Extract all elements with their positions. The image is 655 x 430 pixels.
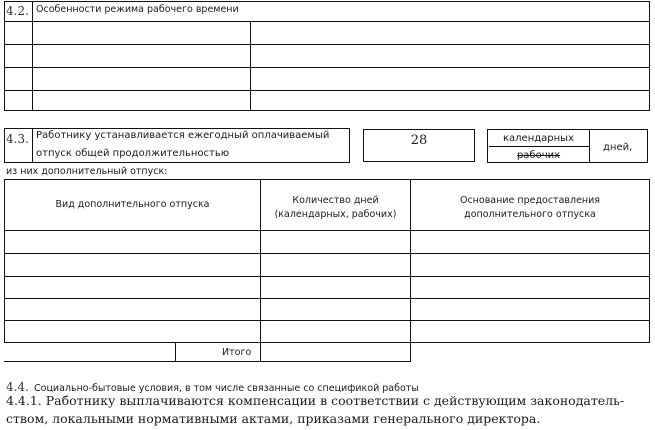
section-4-3-number: 4.3. <box>6 132 29 146</box>
clause-4-4-1-line1: 4.4.1. Работнику выплачиваются компенсации в соответствии с действующим законодатель- <box>6 393 625 408</box>
section-4-3-line1: Работнику устанавливается ежегодный оплачиваемый <box>36 130 330 141</box>
section-4-3-line2: отпуск общей продолжительностью <box>36 148 230 159</box>
section-4-4-number: 4.4. <box>6 380 29 394</box>
days-value: 28 <box>410 133 428 148</box>
additional-leave-caption: из них дополнительный отпуск: <box>6 166 168 177</box>
total-label: Итого <box>222 347 252 358</box>
section-4-2-number: 4.2. <box>6 4 29 18</box>
section-4-4-text: Социально-бытовые условия, в том числе связанные со спецификой работы <box>34 383 419 394</box>
clause-4-4-1-line2: ством, локальными нормативными актами, приказами генерального директора. <box>6 411 541 426</box>
days-value-box[interactable] <box>363 129 475 162</box>
column-header-days-count: Количество дней (календарных, рабочих) <box>274 195 397 220</box>
section-4-2-label: Особенности режима рабочего времени <box>36 4 239 15</box>
option-working: рабочих <box>516 150 561 161</box>
column-header-leave-type: Вид дополнительного отпуска <box>55 199 210 210</box>
days-word: дней, <box>603 142 633 153</box>
option-calendar: календарных <box>503 133 574 144</box>
column-header-basis: Основание предоставления дополнительного отпуска <box>459 195 601 220</box>
